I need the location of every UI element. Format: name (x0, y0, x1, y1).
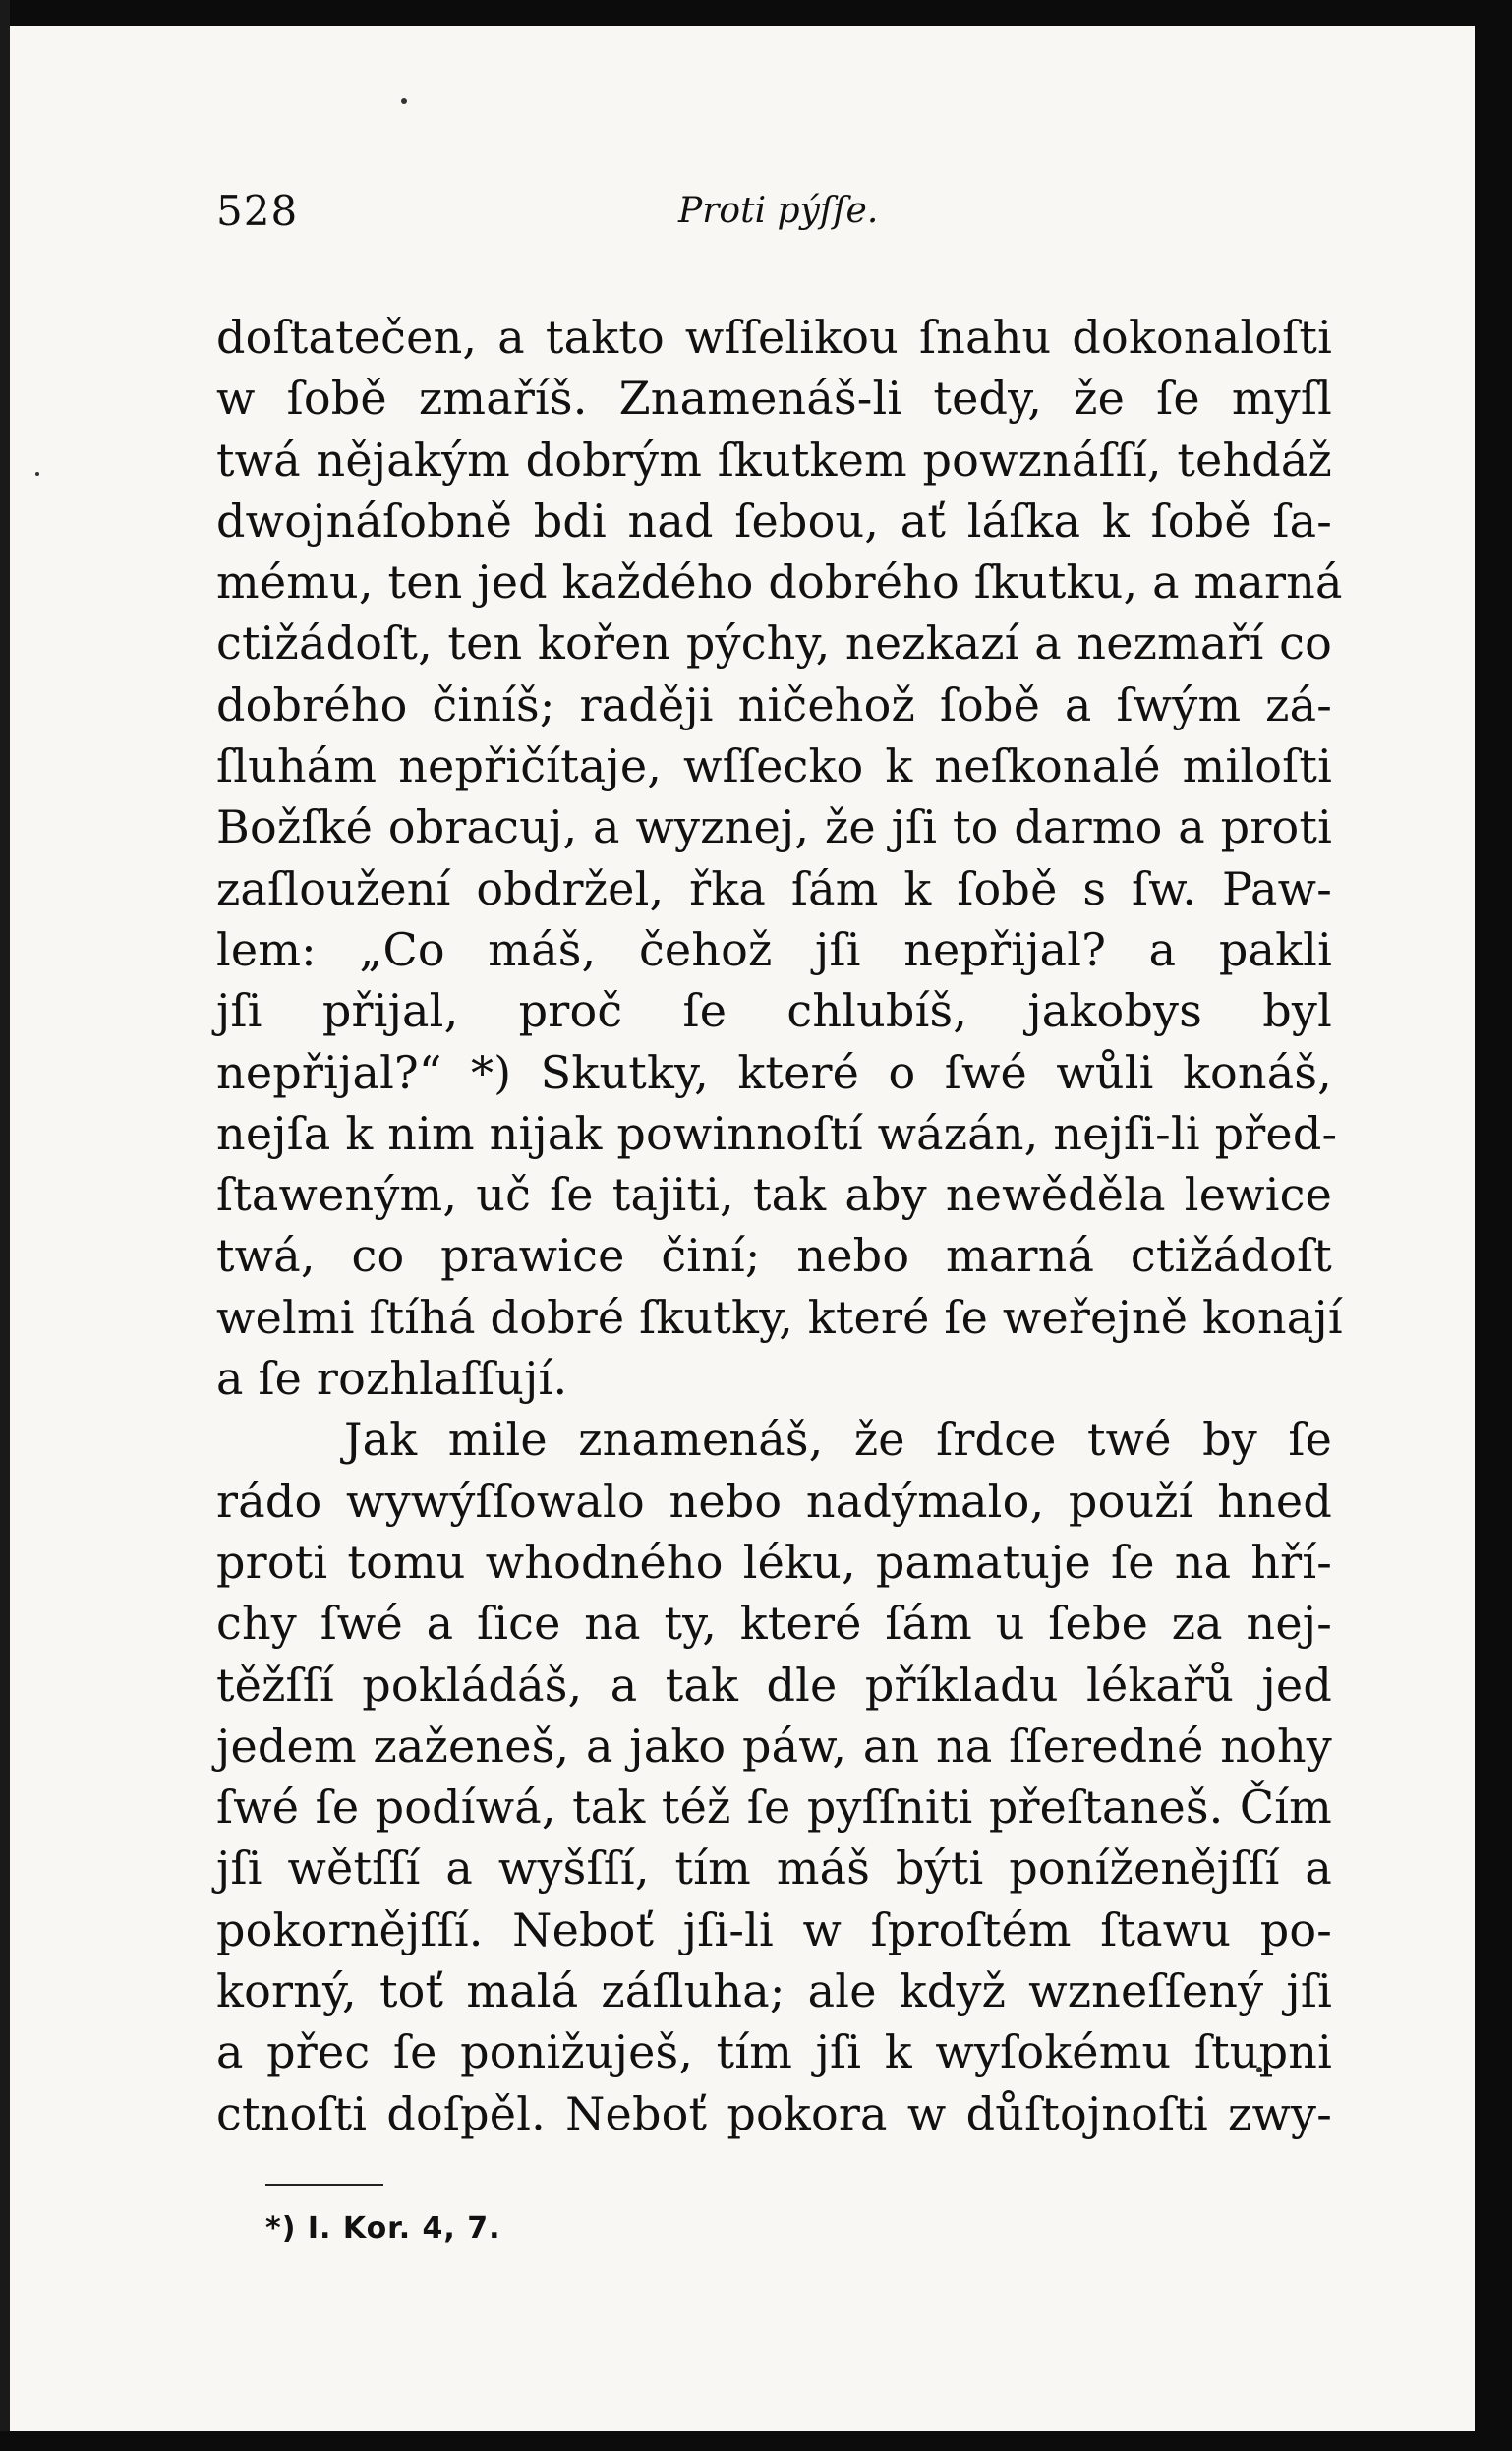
text-line: ctnoſti doſpěl. Neboť pokora w důſtojnoſti zwy- (216, 2086, 1332, 2140)
text-line: a ſe rozhlaſſují. (216, 1352, 568, 1406)
text-line: chy ſwé a ſice na ty, které ſám u ſebe za nej- (216, 1597, 1332, 1651)
text-line: ſluhám nepřičítaje, wſſecko k neſkonalé miloſti (216, 739, 1332, 793)
running-title: Proti pýſſe. (678, 191, 879, 231)
text-line: twá nějakým dobrým ſkutkem powznáſſí, tehdáž (216, 433, 1332, 487)
footnote: *) I. Kor. 4, 7. (265, 2210, 501, 2246)
text-line: pokornějſſí. Neboť jſi-li w ſproſtém ſtawu po- (216, 1902, 1332, 1956)
text-line: doſtatečen, a takto wſſelikou ſnahu dokonaloſti (216, 311, 1332, 364)
text-line: těžſſí pokládáš, a tak dle příkladu lékařů jed (216, 1658, 1332, 1712)
text-line: zaſloužení obdržel, řka ſám k ſobě s ſw. Paw- (216, 861, 1332, 915)
text-line: Jak mile znamenáš, že ſrdce twé by ſe (344, 1413, 1332, 1467)
body-text (216, 307, 1343, 2144)
text-line: mému, ten jed každého dobrého ſkutku, a marná (216, 555, 1343, 610)
scan-border-left (0, 0, 10, 2451)
text-line: ctižádoſt, ten kořen pýchy, nezkazí a nezmaří co (216, 616, 1332, 671)
text-line: jſi přijal, proč ſe chlubíš, jakobys byl (216, 984, 1332, 1038)
text-line: lem: „Co máš, čehož jſi nepřijal? a pakli (216, 922, 1332, 976)
text-line: dobrého činíš; raději ničehož ſobě a ſwým zá- (216, 677, 1332, 731)
text-line: proti tomu whodného léku, pamatuje ſe na hří- (216, 1535, 1332, 1589)
text-line: korný, toť malá záſluha; ale když wzneſſený jſi (216, 1964, 1332, 2018)
text-line: rádo wywýſſowalo nebo nadýmalo, použí hned (216, 1474, 1332, 1528)
text-line: nepřijal?“ *) Skutky, které o ſwé wůli konáš, (216, 1045, 1332, 1099)
scan-speck (401, 98, 407, 104)
book-page (216, 187, 1343, 2246)
scan-border-right (1475, 0, 1512, 2451)
text-line: ſwé ſe podíwá, tak též ſe pyſſniti přeſtaneš. Čím (216, 1780, 1332, 1835)
text-line: Božſké obracuj, a wyznej, že jſi to darmo a proti (216, 800, 1332, 854)
text-line: dwojnáſobně bdi nad ſebou, ať láſka k ſobě ſa- (216, 494, 1332, 548)
text-line: twá, co prawice činí; nebo marná ctižádoſt (216, 1229, 1332, 1283)
text-line: welmi ſtíhá dobré ſkutky, které ſe weřejně konají (216, 1290, 1343, 1344)
page-number: 528 (216, 187, 299, 235)
scan-speck (35, 472, 39, 476)
scan-border-top (0, 0, 1512, 26)
text-line: ſtaweným, uč ſe tajiti, tak aby newěděla lewice (216, 1168, 1332, 1222)
text-line: a přec ſe ponižuješ, tím jſi k wyſokému ſtupni (216, 2025, 1332, 2079)
running-head (216, 187, 1332, 246)
text-line: w ſobě zmaříš. Znamenáš-li tedy, že ſe myſl (216, 372, 1332, 426)
text-line: jſi wětſſí a wyšſſí, tím máš býti poníženějſſí a (216, 1841, 1332, 1896)
scan-border-bottom (0, 2431, 1512, 2451)
footnote-rule (265, 2184, 383, 2186)
text-line: jedem zaženeš, a jako páw, an na ſſeredné nohy (216, 1719, 1332, 1773)
text-line: nejſa k nim nijak powinnoſtí wázán, nejſi-li před- (216, 1106, 1338, 1160)
